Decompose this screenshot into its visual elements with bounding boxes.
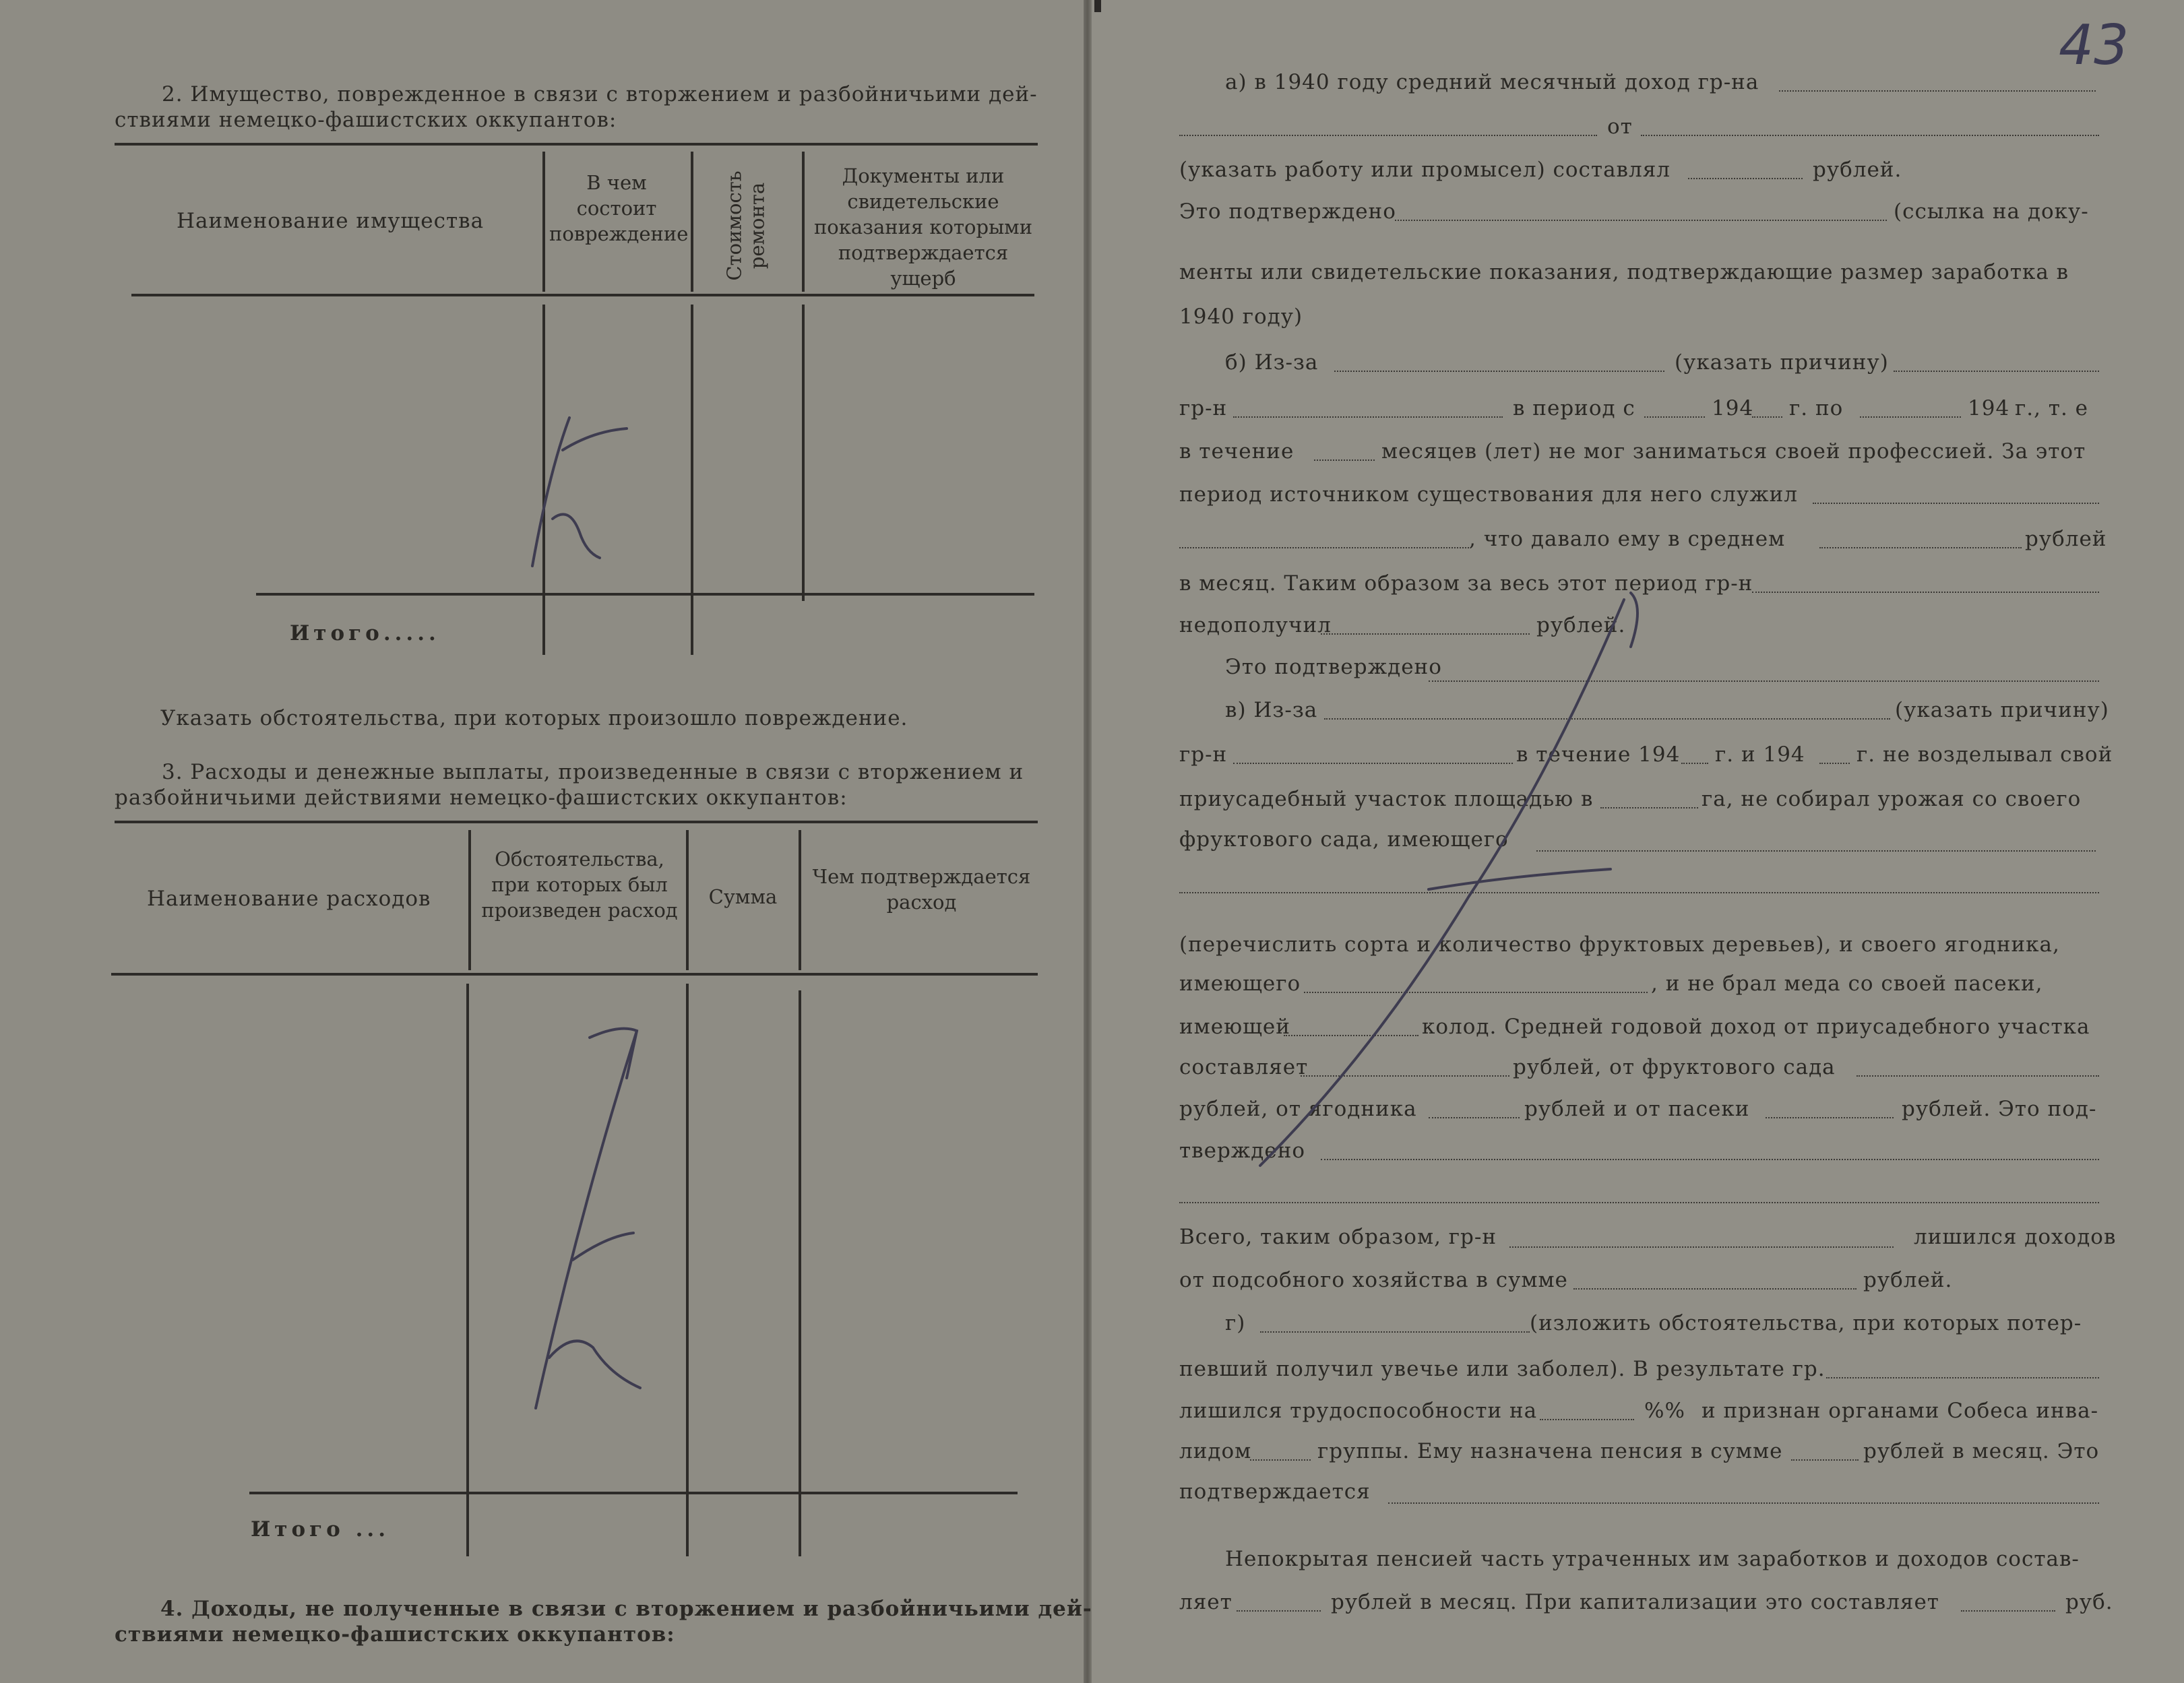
text-fruit-garden: фруктового сада, имеющего [1179,827,1509,852]
table2-total-label: Итого ... [251,1517,390,1542]
strike-mark [573,1233,633,1260]
text-group-pension: группы. Ему назначена пенсия в сумме [1317,1439,1783,1463]
text-during: в течение [1179,439,1294,464]
text-lost-capacity: лишился трудоспособности на [1179,1399,1538,1423]
text-rubles: рублей. [1863,1268,1953,1292]
text-work-or-trade: (указать работу или промысел) составлял [1179,158,1671,182]
table1-header-cost: Стоимость ремонта [722,170,769,281]
text-did-not-cultivate: г. не возделывал свой [1857,742,2113,767]
text-capitalization: рублей в месяц. При капитализации это составляет [1331,1590,1939,1614]
table2-header-circumstances: Обстоятельства, при которых был произведен расход [481,848,678,922]
strike-mark [532,418,569,566]
text-household-plot: приусадебный участок площадью в [1179,787,1594,811]
table1-header-documents: Документы или свидетельские показания которыми подтверждается ущерб [813,164,1033,290]
text-specify-reason: (указать причину) [1895,698,2109,722]
text-documents-or-testimony: менты или свидетельские показания, подтверждающие размер заработка в [1179,260,2069,284]
text-194: 194 [1968,396,2010,420]
text-amounts-to: составляет [1179,1055,1309,1079]
text-citizen: гр-н [1179,742,1228,767]
text-rubles-apiary: рублей и от пасеки [1524,1097,1750,1121]
text-during-194: в течение 194 [1516,742,1681,767]
text-and-194: г. и 194 [1715,742,1805,767]
text-lost-income: лишился доходов [1914,1225,2117,1249]
text-rubles-fruit-garden: рублей, от фруктового сада [1513,1055,1836,1079]
text-confirmed: Это подтверждено [1179,199,1396,224]
text-rubles-month: рублей в месяц. Это [1863,1439,2100,1463]
text-c-due-to: в) Из-за [1225,698,1318,722]
text-g: г) [1225,1311,1246,1335]
text-ha-no-harvest: га, не собирал урожая со своего [1702,787,2082,811]
strike-mark [549,1341,640,1388]
text-injured-or-ill: певший получил увечье или заболел). В результате гр. [1179,1357,1826,1381]
text-recognized-disabled: и признан органами Собеса инва- [1702,1399,2099,1423]
text-subsidiary-farm-sum: от подсобного хозяйства в сумме [1179,1268,1568,1292]
table1-total-label: Итого..... [290,621,440,645]
text-b-due-to: б) Из-за [1225,350,1319,375]
strike-mark [536,1031,637,1408]
section-4-title-line2: ствиями немецко-фашистских оккупантов: [115,1622,675,1647]
text-rubles: рублей [2025,527,2107,551]
text-uncovered-part: Непокрытая пенсией часть утраченных им заработков и доходов состав- [1225,1547,2080,1571]
text-rubles: рублей. [1536,613,1626,637]
text-a-1940-income: а) в 1940 году средний месячный доход гр-на [1225,70,1759,94]
text-percent: %% [1644,1399,1685,1423]
table2-header-name: Наименование расходов [147,887,431,911]
text-months-years: месяцев (лет) не мог заниматься своей профессией. За этот [1381,439,2086,464]
text-hives-annual-income: колод. Средней годовой доход от приусадебного участка [1422,1015,2090,1039]
section-4-title-line1: 4. Доходы, не полученные в связи с вторжением и разбойничьими дей- [160,1597,1092,1621]
text-total-citizen: Всего, таким образом, гр-н [1179,1225,1497,1249]
text-disabled: лидом [1179,1439,1252,1463]
text-per-month-whole-period: в месяц. Таким образом за весь этот период гр-н [1179,571,1753,596]
text-rubles-confirmed: рублей. Это под- [1902,1097,2097,1121]
text-doc-reference: (ссылка на доку- [1894,199,2089,224]
text-specify-reason: (указать причину) [1675,350,1889,375]
section-3-title-line2: разбойничьими действиями немецко-фашистских оккупантов: [115,786,848,810]
text-having: имеющего [1179,972,1301,996]
text-having-hives: имеющей [1179,1015,1290,1039]
text-in-period-from: в период с [1513,396,1635,420]
strike-mark [553,514,600,558]
text-confirmed: Это подтверждено [1225,655,1442,679]
text-no-honey: , и не брал меда со своей пасеки, [1651,972,2043,996]
table2-header-sum: Сумма [708,885,778,908]
text-rub: руб. [2065,1590,2113,1614]
text-underpaid: недополучил [1179,613,1332,637]
table1-header-damage: В чем состоит повреждение [549,171,689,245]
section-2-title-line1: 2. Имущество, поврежденное в связи с вторжением и разбойничьими дей- [162,82,1038,106]
text-set-out-circumstances: (изложить обстоятельства, при которых потер- [1530,1311,2082,1335]
section-2-title-line2: ствиями немецко-фашистских оккупантов: [115,108,617,132]
section-3-title-line1: 3. Расходы и денежные выплаты, произведенные в связи с вторжением и [162,760,1024,784]
text-year-ie: г., т. е [2015,396,2089,420]
text-period-source: период источником существования для него служил [1179,482,1798,507]
text-rubles: рублей. [1813,158,1902,182]
strike-mark [563,428,627,450]
text-from: от [1607,115,1633,139]
table2-header-proof: Чем подтверждается расход [812,865,1031,914]
text-1940-year: 1940 году) [1179,305,1303,329]
table1-header-name: Наименование имущества [177,209,485,233]
strike-mark [1631,593,1637,647]
text-confirmed-short: тверждено [1179,1139,1306,1163]
strike-mark [1429,869,1611,889]
strike-mark [1260,600,1624,1166]
text-rubles-berry: рублей, от ягодника [1179,1097,1417,1121]
text-list-varieties: (перечислить сорта и количество фруктовых деревьев), и своего ягодника, [1179,932,2060,957]
text-citizen: гр-н [1179,396,1228,420]
section-2-note: Указать обстоятельства, при которых произошло повреждение. [160,706,908,730]
text-average-gave: , что давало ему в среднем [1469,527,1786,551]
text-year-to: г. по [1789,396,1844,420]
text-is: ляет [1179,1590,1233,1614]
text-is-confirmed: подтверждается [1179,1480,1371,1504]
text-194: 194 [1712,396,1754,420]
archive-page-number: 43 [2059,13,2129,77]
